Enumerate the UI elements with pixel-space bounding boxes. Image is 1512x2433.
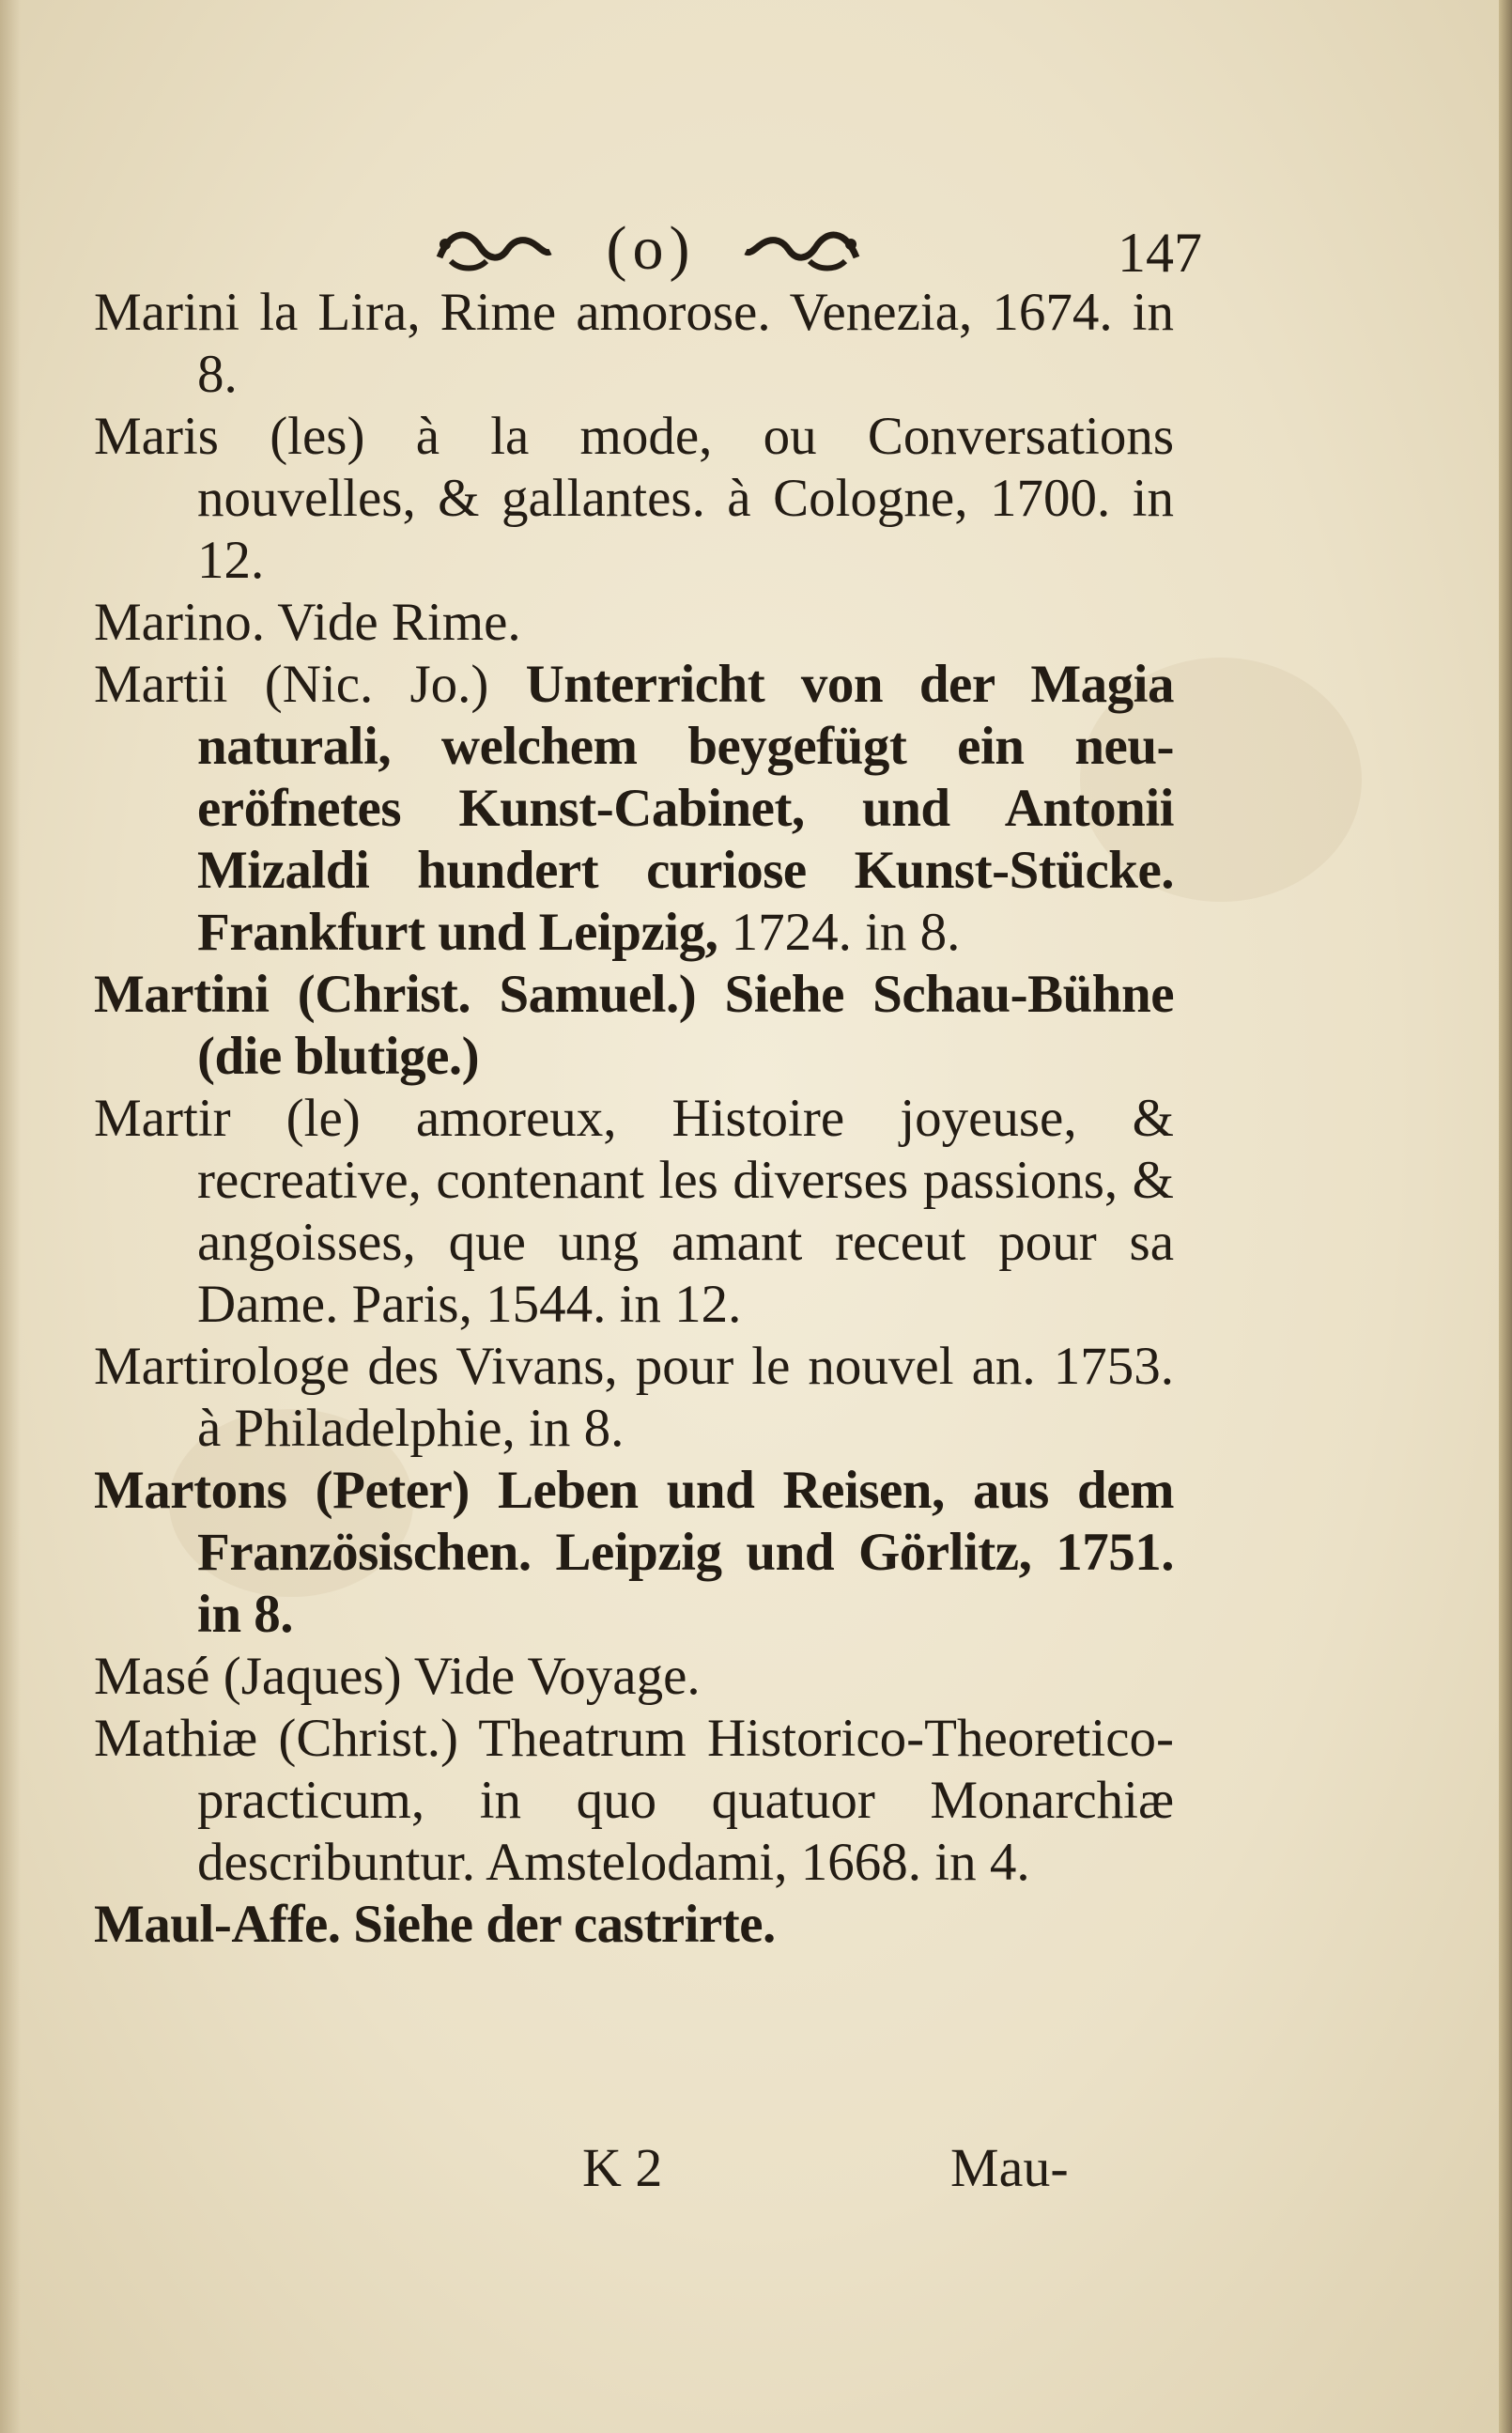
catalog-entry [94, 654, 1174, 964]
entry-latin-text: Marini la Lira, Rime amorose. Venezia, 1674. in 8. [94, 283, 1174, 404]
entry-latin-text: Martirologe des Vivans, pour le nouvel an. 1753. à Philadelphie, in 8. [94, 1337, 1174, 1458]
catalog-entry [94, 964, 1174, 1088]
page-gutter-shadow [0, 0, 21, 2433]
entry-latin-text: Maris (les) à la mode, ou Conversations nouvelles, & gallantes. à Cologne, 1700. in 12. [94, 407, 1174, 590]
catalog-entry [94, 282, 1174, 406]
catalog-entry [94, 592, 1174, 654]
entry-latin-text: 1724. in 8. [717, 903, 961, 962]
entry-latin-text: Mathiæ (Christ.) Theatrum Historico-Theoretico-practicum, in quo quatuor Monarchiæ describuntur. Amstelodami, 1668. in 4. [94, 1709, 1174, 1892]
catalog-entry [94, 1646, 1174, 1708]
right-ornament-icon [742, 220, 864, 276]
catalog-entry [94, 1894, 1174, 1956]
entry-fraktur-text: Maul-Affe. Siehe der castrirte. [94, 1895, 776, 1954]
entry-fraktur-text: Martons (Peter) Leben und Reisen, aus dem Französischen. Leipzig und Görlitz, 1751. in 8. [94, 1461, 1174, 1644]
catchword: Mau- [950, 2137, 1069, 2198]
entry-latin-text: Martir (le) amoreux, Histoire joyeuse, & recreative, contenant les diverses passions, & angoisses, que ung amant receut pour sa Dame. Paris, 1544. in 12. [94, 1089, 1174, 1334]
left-ornament-icon [432, 220, 554, 276]
catalog-entries [94, 282, 1174, 1956]
header-mark: (o) [606, 214, 696, 283]
running-header [0, 209, 1512, 293]
page-footer [0, 2131, 1512, 2206]
catalog-entry [94, 1088, 1174, 1336]
page-number: 147 [1118, 222, 1202, 284]
page-edge [1499, 0, 1512, 2433]
catalog-entry [94, 406, 1174, 592]
entry-fraktur-text: Unterricht von der Magia naturali, welchem beygefügt ein neu-eröfnetes Kunst-Cabinet, und Antonii Mizaldi hundert curiose Kunst-Stücke. Frankfurt und Leipzig, [197, 655, 1174, 962]
signature-mark: K 2 [582, 2137, 663, 2198]
entry-latin-text: Masé (Jaques) Vide Voyage. [94, 1647, 701, 1706]
catalog-entry [94, 1708, 1174, 1894]
entry-latin-text: Martii (Nic. Jo.) [94, 655, 526, 714]
catalog-entry [94, 1460, 1174, 1646]
catalog-entry [94, 1336, 1174, 1460]
entry-fraktur-text: Martini (Christ. Samuel.) Siehe Schau-Bühne (die blutige.) [94, 965, 1174, 1086]
entry-latin-text: Marino. Vide Rime. [94, 593, 521, 652]
